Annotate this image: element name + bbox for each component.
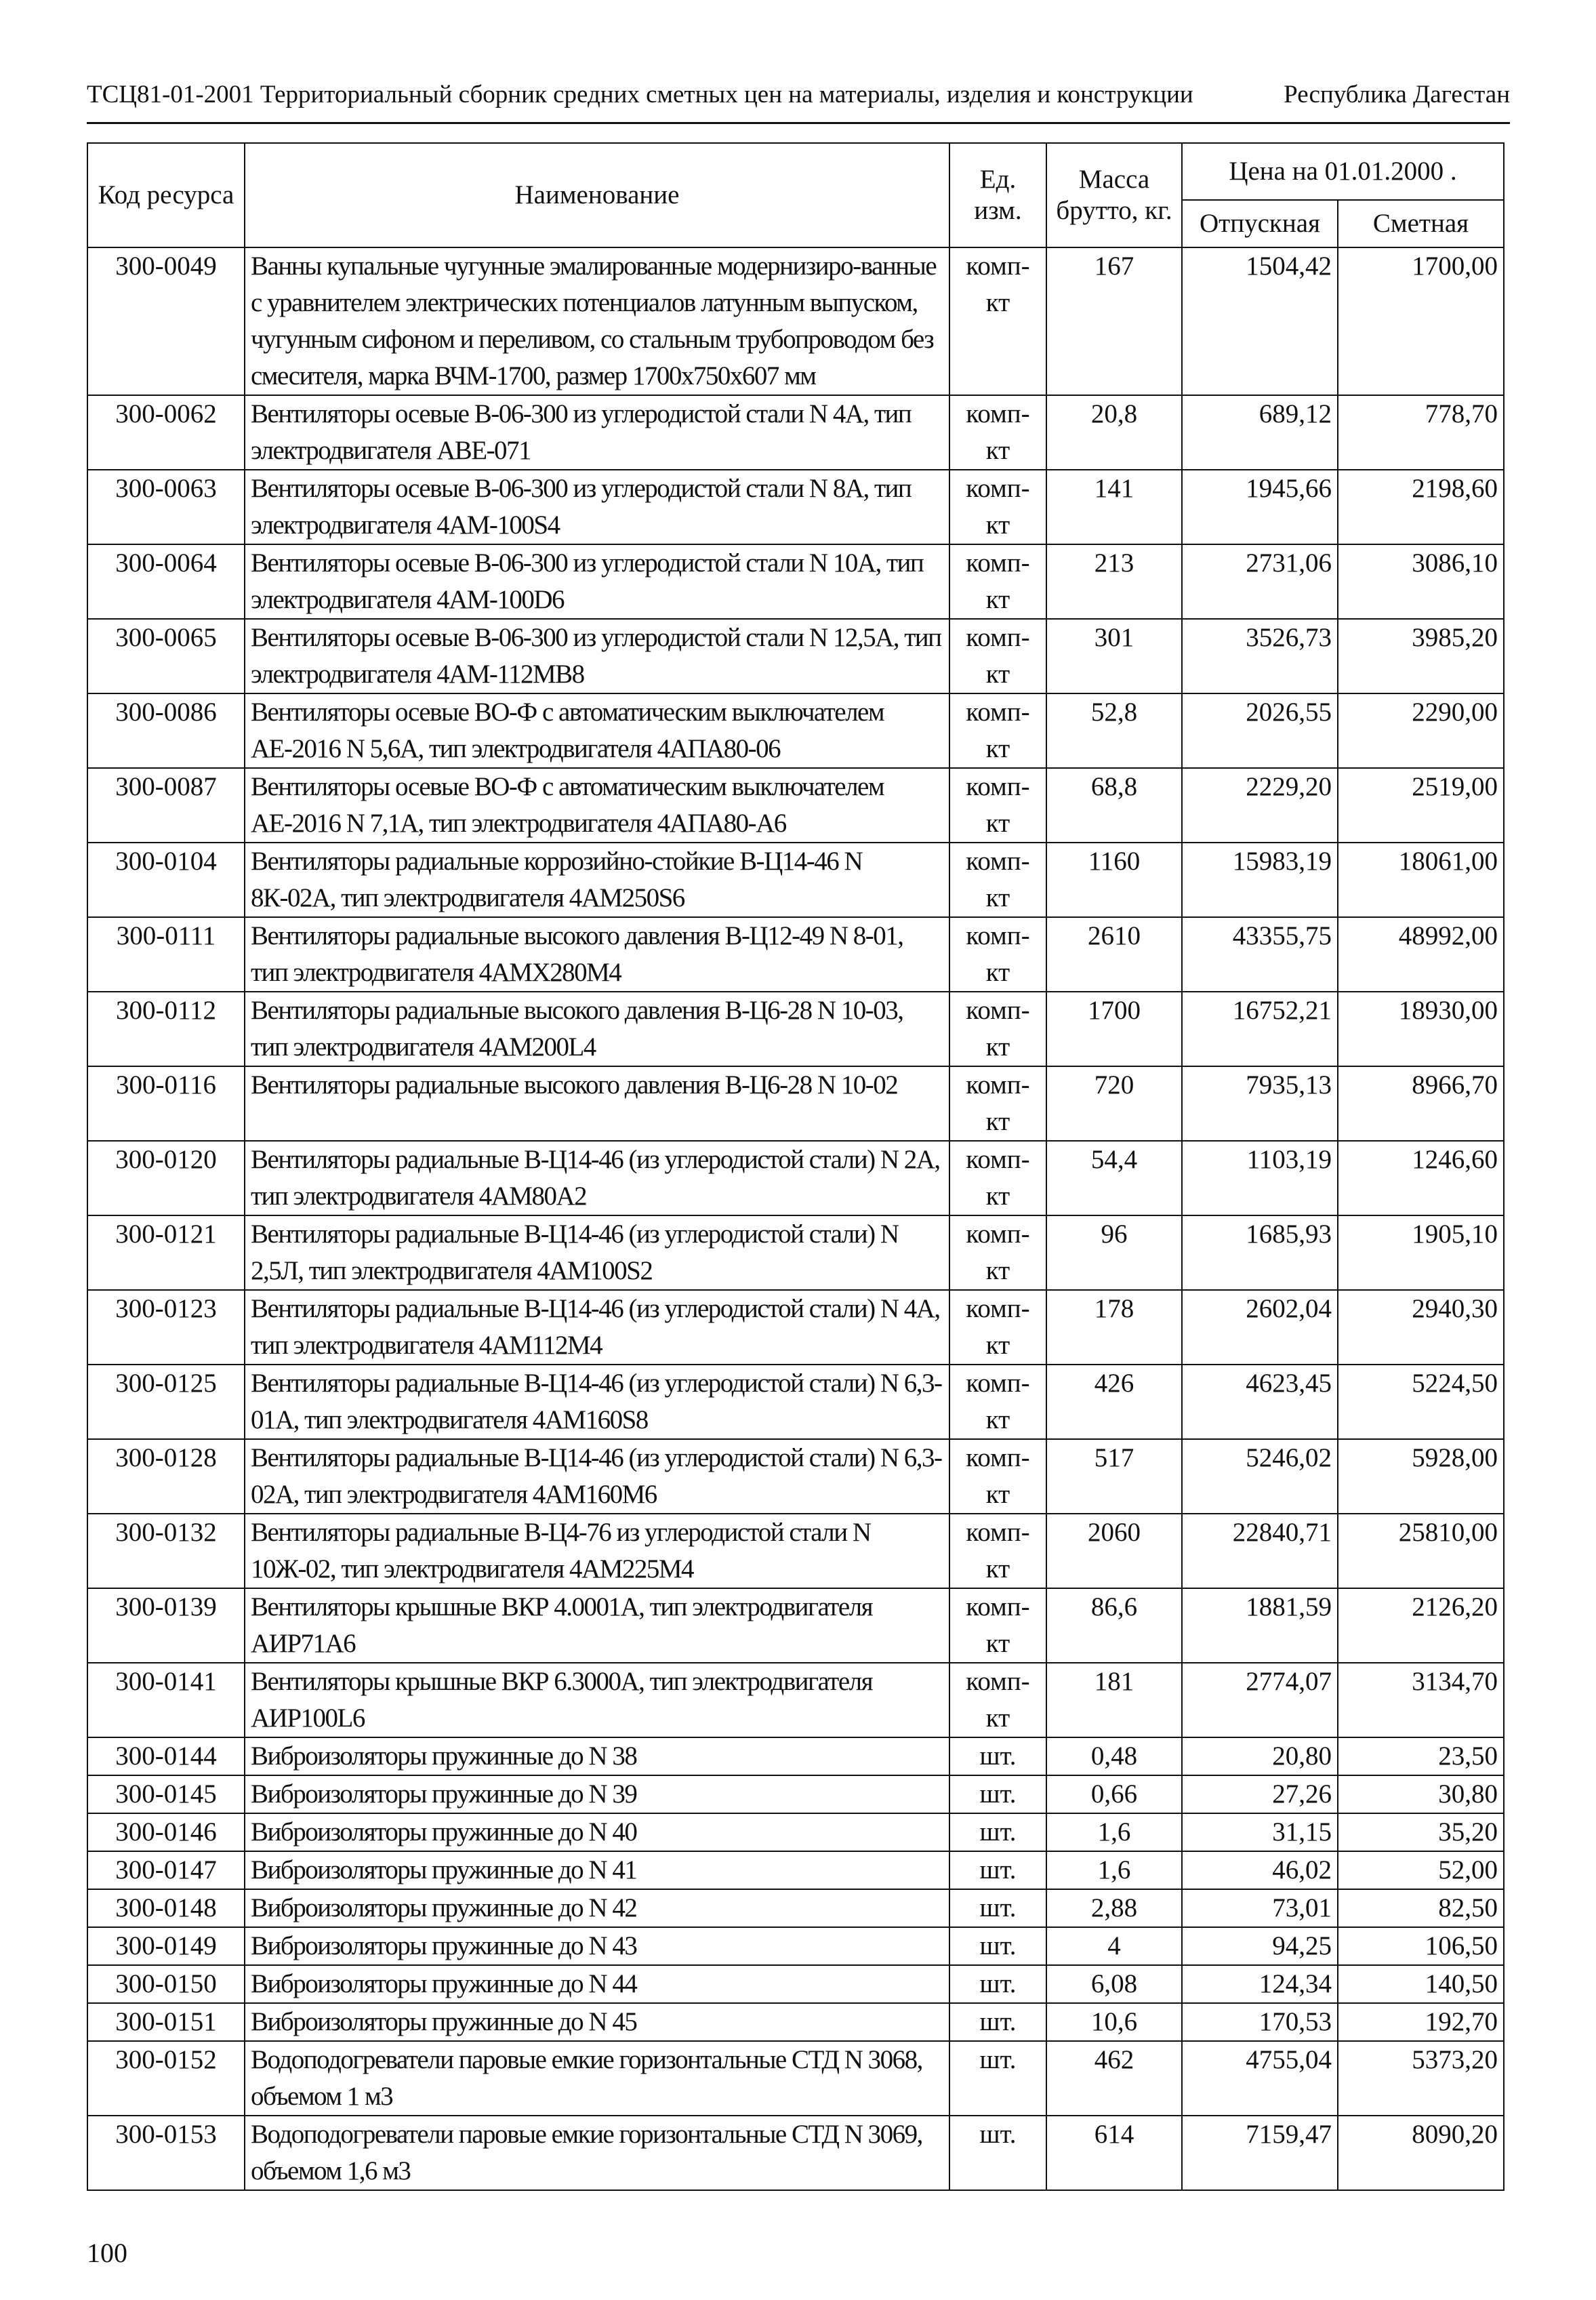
estimate-price-cell: 3086,10	[1338, 544, 1504, 619]
release-price-cell: 1685,93	[1182, 1215, 1338, 1290]
release-price-cell: 170,53	[1182, 2003, 1338, 2041]
release-price-cell: 16752,21	[1182, 992, 1338, 1066]
resource-code-cell: 300-0062	[87, 395, 245, 470]
unit-cell: комп-кт	[949, 395, 1046, 470]
header-mass: Масса брутто, кг.	[1046, 143, 1182, 247]
unit-cell: шт.	[949, 1737, 1046, 1775]
resource-name-cell: Вентиляторы осевые В-06-300 из углеродистой стали N 8А, тип электродвигателя 4АМ-100S4	[245, 470, 949, 544]
release-price-cell: 1945,66	[1182, 470, 1338, 544]
release-price-cell: 3526,73	[1182, 619, 1338, 693]
table-body	[87, 247, 1504, 2190]
mass-cell: 2610	[1046, 917, 1182, 992]
release-price-cell: 2229,20	[1182, 768, 1338, 843]
unit-cell: комп-кт	[949, 619, 1046, 693]
estimate-price-cell: 106,50	[1338, 1927, 1504, 1965]
mass-cell: 1160	[1046, 843, 1182, 917]
resource-name-cell: Виброизоляторы пружинные до N 40	[245, 1813, 949, 1851]
resource-name-cell: Вентиляторы осевые В-06-300 из углеродистой стали N 4А, тип электродвигателя АВЕ-071	[245, 395, 949, 470]
mass-cell: 720	[1046, 1066, 1182, 1141]
page-number: 100	[87, 2238, 127, 2268]
release-price-cell: 73,01	[1182, 1889, 1338, 1927]
mass-cell: 10,6	[1046, 2003, 1182, 2041]
table-row	[87, 1663, 1504, 1737]
table-row	[87, 693, 1504, 768]
mass-cell: 54,4	[1046, 1141, 1182, 1215]
unit-cell: шт.	[949, 1965, 1046, 2003]
header-name: Наименование	[245, 143, 949, 247]
unit-cell: комп-кт	[949, 544, 1046, 619]
mass-cell: 1,6	[1046, 1813, 1182, 1851]
resource-name-cell: Вентиляторы радиальные В-Ц14-46 (из углеродистой стали) N 6,3-02А, тип электродвигателя 4АМ160М6	[245, 1439, 949, 1514]
table-row	[87, 1066, 1504, 1141]
unit-cell: шт.	[949, 1851, 1046, 1889]
estimate-price-cell: 8966,70	[1338, 1066, 1504, 1141]
resource-name-cell: Ванны купальные чугунные эмалированные модернизиро-ванные с уравнителем электрических потенциалов латунным выпуском, чугунным сифоном и переливом, со стальным трубопроводом без смесителя, марка ВЧМ-1700, размер 1700x750x607 мм	[245, 247, 949, 395]
unit-cell: комп-кт	[949, 768, 1046, 843]
resource-name-cell: Виброизоляторы пружинные до N 41	[245, 1851, 949, 1889]
unit-cell: комп-кт	[949, 917, 1046, 992]
header-code: Код ресурса	[87, 143, 245, 247]
release-price-cell: 4623,45	[1182, 1365, 1338, 1439]
resource-code-cell: 300-0145	[87, 1775, 245, 1813]
release-price-cell: 7935,13	[1182, 1066, 1338, 1141]
estimate-price-cell: 2290,00	[1338, 693, 1504, 768]
estimate-price-cell: 5928,00	[1338, 1439, 1504, 1514]
unit-cell: комп-кт	[949, 843, 1046, 917]
unit-cell: комп-кт	[949, 1663, 1046, 1737]
estimate-price-cell: 1700,00	[1338, 247, 1504, 395]
table-row	[87, 1775, 1504, 1813]
resource-name-cell: Виброизоляторы пружинные до N 43	[245, 1927, 949, 1965]
estimate-price-cell: 2519,00	[1338, 768, 1504, 843]
mass-cell: 213	[1046, 544, 1182, 619]
release-price-cell: 20,80	[1182, 1737, 1338, 1775]
header-release-price: Отпускная	[1182, 200, 1338, 247]
mass-cell: 141	[1046, 470, 1182, 544]
resource-name-cell: Виброизоляторы пружинные до N 42	[245, 1889, 949, 1927]
release-price-cell: 27,26	[1182, 1775, 1338, 1813]
resource-code-cell: 300-0151	[87, 2003, 245, 2041]
resource-name-cell: Вентиляторы крышные ВКР 6.3000А, тип электродвигателя АИР100L6	[245, 1663, 949, 1737]
resource-code-cell: 300-0123	[87, 1290, 245, 1365]
resource-name-cell: Вентиляторы радиальные высокого давления В-Ц6-28 N 10-03, тип электродвигателя 4АМ200L4	[245, 992, 949, 1066]
estimate-price-cell: 192,70	[1338, 2003, 1504, 2041]
table-row	[87, 1588, 1504, 1663]
mass-cell: 426	[1046, 1365, 1182, 1439]
table-row	[87, 1290, 1504, 1365]
resource-name-cell: Вентиляторы осевые В-06-300 из углеродистой стали N 10А, тип электродвигателя 4АМ-100D6	[245, 544, 949, 619]
table-row	[87, 1737, 1504, 1775]
resource-name-cell: Вентиляторы осевые В-06-300 из углеродистой стали N 12,5А, тип электродвигателя 4АМ-112МВ8	[245, 619, 949, 693]
release-price-cell: 124,34	[1182, 1965, 1338, 2003]
table-row	[87, 1439, 1504, 1514]
table-row	[87, 1851, 1504, 1889]
estimate-price-cell: 5373,20	[1338, 2041, 1504, 2116]
resource-code-cell: 300-0086	[87, 693, 245, 768]
unit-cell: комп-кт	[949, 1141, 1046, 1215]
resource-code-cell: 300-0120	[87, 1141, 245, 1215]
unit-cell: комп-кт	[949, 1290, 1046, 1365]
mass-cell: 614	[1046, 2116, 1182, 2190]
table-row	[87, 768, 1504, 843]
header-estimate-price: Сметная	[1338, 200, 1504, 247]
unit-cell: шт.	[949, 1813, 1046, 1851]
resource-code-cell: 300-0141	[87, 1663, 245, 1737]
release-price-cell: 2774,07	[1182, 1663, 1338, 1737]
table-row	[87, 1365, 1504, 1439]
unit-cell: комп-кт	[949, 992, 1046, 1066]
resource-name-cell: Виброизоляторы пружинные до N 39	[245, 1775, 949, 1813]
estimate-price-cell: 778,70	[1338, 395, 1504, 470]
release-price-cell: 1103,19	[1182, 1141, 1338, 1215]
mass-cell: 167	[1046, 247, 1182, 395]
mass-cell: 6,08	[1046, 1965, 1182, 2003]
release-price-cell: 7159,47	[1182, 2116, 1338, 2190]
mass-cell: 178	[1046, 1290, 1182, 1365]
resource-code-cell: 300-0121	[87, 1215, 245, 1290]
estimate-price-cell: 1246,60	[1338, 1141, 1504, 1215]
table-row	[87, 395, 1504, 470]
region-title: Республика Дагестан	[1284, 81, 1510, 108]
table-row	[87, 1889, 1504, 1927]
table-row	[87, 544, 1504, 619]
mass-cell: 1,6	[1046, 1851, 1182, 1889]
table-row	[87, 1215, 1504, 1290]
mass-cell: 517	[1046, 1439, 1182, 1514]
mass-cell: 0,66	[1046, 1775, 1182, 1813]
resource-name-cell: Вентиляторы радиальные В-Ц4-76 из углеродистой стали N 10Ж-02, тип электродвигателя 4АМ225М4	[245, 1514, 949, 1588]
resource-name-cell: Вентиляторы осевые ВО-Ф с автоматическим выключателем АЕ-2016 N 5,6А, тип электродвигателя 4АПА80-06	[245, 693, 949, 768]
release-price-cell: 31,15	[1182, 1813, 1338, 1851]
release-price-cell: 43355,75	[1182, 917, 1338, 992]
mass-cell: 0,48	[1046, 1737, 1182, 1775]
price-table	[87, 142, 1505, 2191]
unit-cell: шт.	[949, 1889, 1046, 1927]
table-header	[87, 143, 1504, 247]
resource-code-cell: 300-0049	[87, 247, 245, 395]
resource-name-cell: Вентиляторы осевые ВО-Ф с автоматическим выключателем АЕ-2016 N 7,1А, тип электродвигателя 4АПА80-А6	[245, 768, 949, 843]
estimate-price-cell: 18061,00	[1338, 843, 1504, 917]
table-row	[87, 619, 1504, 693]
collection-title: ТСЦ81-01-2001 Территориальный сборник средних сметных цен на материалы, изделия и конструкции	[87, 81, 1193, 108]
resource-name-cell: Виброизоляторы пружинные до N 44	[245, 1965, 949, 2003]
resource-name-cell: Вентиляторы радиальные В-Ц14-46 (из углеродистой стали) N 6,3-01А, тип электродвигателя 4АМ160S8	[245, 1365, 949, 1439]
estimate-price-cell: 25810,00	[1338, 1514, 1504, 1588]
resource-code-cell: 300-0148	[87, 1889, 245, 1927]
unit-cell: комп-кт	[949, 1066, 1046, 1141]
table-row	[87, 1813, 1504, 1851]
table-row	[87, 470, 1504, 544]
release-price-cell: 4755,04	[1182, 2041, 1338, 2116]
unit-cell: комп-кт	[949, 247, 1046, 395]
mass-cell: 68,8	[1046, 768, 1182, 843]
estimate-price-cell: 48992,00	[1338, 917, 1504, 992]
resource-name-cell: Виброизоляторы пружинные до N 45	[245, 2003, 949, 2041]
release-price-cell: 689,12	[1182, 395, 1338, 470]
resource-code-cell: 300-0125	[87, 1365, 245, 1439]
unit-cell: комп-кт	[949, 470, 1046, 544]
resource-code-cell: 300-0116	[87, 1066, 245, 1141]
table-row	[87, 2116, 1504, 2190]
unit-cell: шт.	[949, 1775, 1046, 1813]
estimate-price-cell: 2198,60	[1338, 470, 1504, 544]
resource-code-cell: 300-0065	[87, 619, 245, 693]
unit-cell: комп-кт	[949, 1514, 1046, 1588]
mass-cell: 181	[1046, 1663, 1182, 1737]
table-row	[87, 247, 1504, 395]
release-price-cell: 22840,71	[1182, 1514, 1338, 1588]
resource-code-cell: 300-0150	[87, 1965, 245, 2003]
release-price-cell: 2602,04	[1182, 1290, 1338, 1365]
resource-name-cell: Вентиляторы радиальные В-Ц14-46 (из углеродистой стали) N 2А, тип электродвигателя 4АМ80А2	[245, 1141, 949, 1215]
resource-code-cell: 300-0152	[87, 2041, 245, 2116]
table-row	[87, 1141, 1504, 1215]
estimate-price-cell: 35,20	[1338, 1813, 1504, 1851]
resource-name-cell: Вентиляторы радиальные высокого давления В-Ц6-28 N 10-02	[245, 1066, 949, 1141]
table-row	[87, 1965, 1504, 2003]
resource-name-cell: Вентиляторы радиальные высокого давления В-Ц12-49 N 8-01, тип электродвигателя 4АМХ280М4	[245, 917, 949, 992]
estimate-price-cell: 82,50	[1338, 1889, 1504, 1927]
unit-cell: комп-кт	[949, 1215, 1046, 1290]
resource-name-cell: Водоподогреватели паровые емкие горизонтальные СТД N 3068, объемом 1 м3	[245, 2041, 949, 2116]
estimate-price-cell: 1905,10	[1338, 1215, 1504, 1290]
release-price-cell: 1881,59	[1182, 1588, 1338, 1663]
estimate-price-cell: 3985,20	[1338, 619, 1504, 693]
resource-code-cell: 300-0112	[87, 992, 245, 1066]
mass-cell: 462	[1046, 2041, 1182, 2116]
header-price-group: Цена на 01.01.2000 .	[1182, 143, 1504, 200]
estimate-price-cell: 2940,30	[1338, 1290, 1504, 1365]
unit-cell: комп-кт	[949, 1588, 1046, 1663]
resource-name-cell: Вентиляторы крышные ВКР 4.0001А, тип электродвигателя АИР71А6	[245, 1588, 949, 1663]
table-row	[87, 992, 1504, 1066]
estimate-price-cell: 23,50	[1338, 1737, 1504, 1775]
resource-code-cell: 300-0146	[87, 1813, 245, 1851]
header-unit: Ед. изм.	[949, 143, 1046, 247]
release-price-cell: 15983,19	[1182, 843, 1338, 917]
estimate-price-cell: 30,80	[1338, 1775, 1504, 1813]
header-rule	[87, 122, 1510, 124]
release-price-cell: 46,02	[1182, 1851, 1338, 1889]
resource-code-cell: 300-0147	[87, 1851, 245, 1889]
release-price-cell: 2731,06	[1182, 544, 1338, 619]
resource-code-cell: 300-0139	[87, 1588, 245, 1663]
table-row	[87, 843, 1504, 917]
unit-cell: комп-кт	[949, 693, 1046, 768]
table-row	[87, 2003, 1504, 2041]
unit-cell: шт.	[949, 2041, 1046, 2116]
estimate-price-cell: 3134,70	[1338, 1663, 1504, 1737]
resource-code-cell: 300-0064	[87, 544, 245, 619]
table-row	[87, 1927, 1504, 1965]
unit-cell: шт.	[949, 2003, 1046, 2041]
unit-cell: шт.	[949, 2116, 1046, 2190]
resource-code-cell: 300-0111	[87, 917, 245, 992]
resource-code-cell: 300-0149	[87, 1927, 245, 1965]
release-price-cell: 94,25	[1182, 1927, 1338, 1965]
estimate-price-cell: 5224,50	[1338, 1365, 1504, 1439]
unit-cell: комп-кт	[949, 1439, 1046, 1514]
mass-cell: 4	[1046, 1927, 1182, 1965]
estimate-price-cell: 18930,00	[1338, 992, 1504, 1066]
unit-cell: шт.	[949, 1927, 1046, 1965]
unit-cell: комп-кт	[949, 1365, 1046, 1439]
estimate-price-cell: 8090,20	[1338, 2116, 1504, 2190]
resource-code-cell: 300-0104	[87, 843, 245, 917]
resource-name-cell: Виброизоляторы пружинные до N 38	[245, 1737, 949, 1775]
resource-name-cell: Водоподогреватели паровые емкие горизонтальные СТД N 3069, объемом 1,6 м3	[245, 2116, 949, 2190]
mass-cell: 2,88	[1046, 1889, 1182, 1927]
table-row	[87, 2041, 1504, 2116]
release-price-cell: 1504,42	[1182, 247, 1338, 395]
mass-cell: 301	[1046, 619, 1182, 693]
resource-code-cell: 300-0063	[87, 470, 245, 544]
resource-code-cell: 300-0128	[87, 1439, 245, 1514]
estimate-price-cell: 52,00	[1338, 1851, 1504, 1889]
resource-code-cell: 300-0144	[87, 1737, 245, 1775]
resource-code-cell: 300-0132	[87, 1514, 245, 1588]
mass-cell: 2060	[1046, 1514, 1182, 1588]
mass-cell: 1700	[1046, 992, 1182, 1066]
mass-cell: 96	[1046, 1215, 1182, 1290]
mass-cell: 52,8	[1046, 693, 1182, 768]
release-price-cell: 2026,55	[1182, 693, 1338, 768]
resource-name-cell: Вентиляторы радиальные В-Ц14-46 (из углеродистой стали) N 4А, тип электродвигателя 4АМ112М4	[245, 1290, 949, 1365]
mass-cell: 86,6	[1046, 1588, 1182, 1663]
table-row	[87, 1514, 1504, 1588]
estimate-price-cell: 2126,20	[1338, 1588, 1504, 1663]
mass-cell: 20,8	[1046, 395, 1182, 470]
resource-code-cell: 300-0153	[87, 2116, 245, 2190]
estimate-price-cell: 140,50	[1338, 1965, 1504, 2003]
release-price-cell: 5246,02	[1182, 1439, 1338, 1514]
resource-code-cell: 300-0087	[87, 768, 245, 843]
table-row	[87, 917, 1504, 992]
resource-name-cell: Вентиляторы радиальные В-Ц14-46 (из углеродистой стали) N 2,5Л, тип электродвигателя 4АМ100S2	[245, 1215, 949, 1290]
resource-name-cell: Вентиляторы радиальные коррозийно-стойкие В-Ц14-46 N 8К-02А, тип электродвигателя 4АМ250S6	[245, 843, 949, 917]
